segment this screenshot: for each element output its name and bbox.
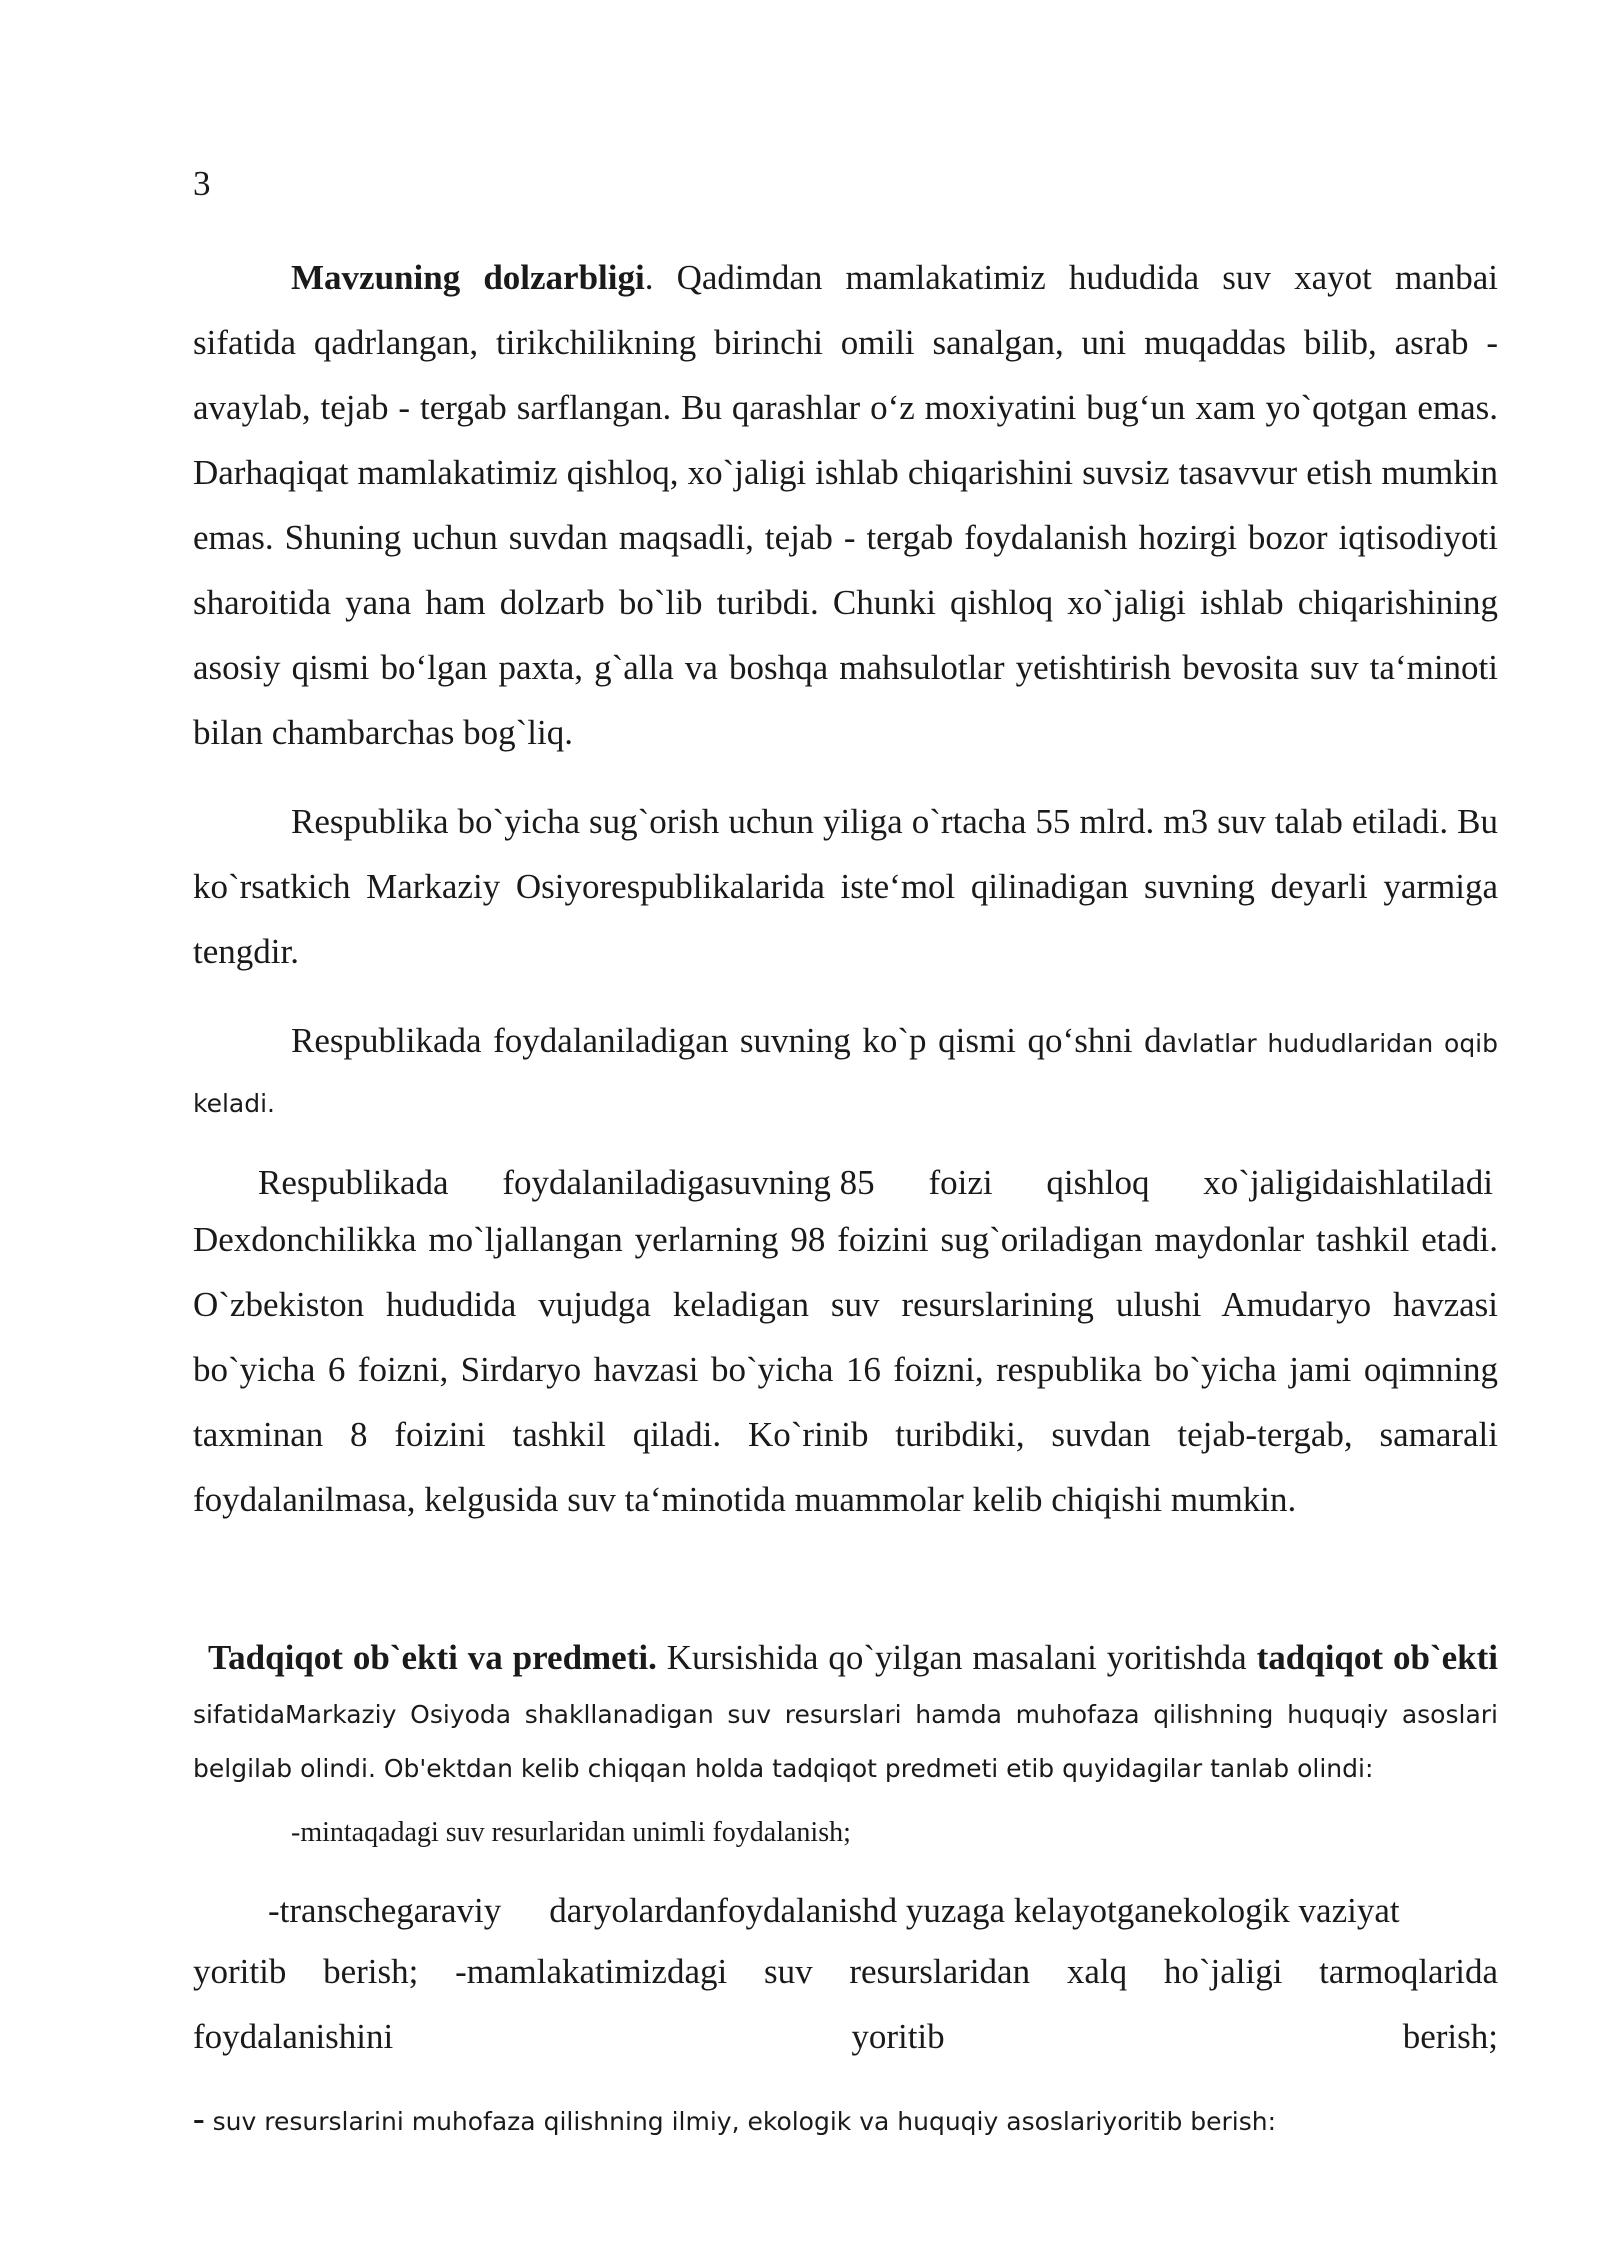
tasks-word: yoritib (851, 2017, 945, 2056)
tasks-second-line (193, 1939, 1498, 2004)
object-text-small: sifatidaMarkaziy Osiyoda shakllanadigan suv resurslari hamda muhofaza qilishning huquqiy asoslari belgilab olindi. Ob'ektdan kelib chiqqan holda tadqiqot predmeti etib quyidagilar tanlab olindi: (193, 1700, 1498, 1783)
object-text-big: Kursishida qo`yilgan masalani yoritishda (656, 1638, 1257, 1677)
paragraph-final-item (193, 2086, 1498, 2151)
object-item-1-text: -mintaqadagi suv resurlaridan unimli foydalanish; (291, 1817, 851, 1848)
usage-word: foizi (928, 1163, 993, 1202)
paragraph-usage (193, 1155, 1498, 1532)
heading-object: Tadqiqot ob`ekti va predmeti. (208, 1638, 657, 1677)
paragraph-object (193, 1633, 1498, 1798)
paragraph-irrigation (193, 789, 1498, 984)
final-item-text: suv resurslarini muhofaza qilishning ilmiy, ekologik va huquqiy asoslariyoritib berish: (204, 2107, 1277, 2136)
heading-relevance: Mavzuning dolzarbligi (291, 258, 645, 297)
tasks-line-2: yoritib berish; -mamlakatimizdagi suv resurslaridan xalq ho`jaligi tarmoqlarida (193, 1952, 1498, 1991)
paragraph-relevance-text: . Qadimdan mamlakatimiz hududida suv xayot manbai sifatida qadrlangan, tirikchilikning birinchi omili sanalgan, uni muqaddas bilib, asrab - avaylab, tejab - tergab sarflangan. Bu qarashlar o‘z moxiyatini bug‘un xam yo`qotgan emas. Darhaqiqat mamlakatimiz qishloq, xo`jaligi ishlab chiqarishini suvsiz tasavvur etish mumkin emas. Shuning uchun suvdan maqsadli, tejab - tergab foydalanish hozirgi bozor iqtisodiyoti sharoitida yana ham dolzarb bo`lib turibdi. Chunki qishloq xo`jaligi ishlab chiqarishining asosiy qismi bo‘lgan paxta, g`alla va boshqa mahsulotlar yetishtirish bevosita suv ta‘minoti bilan chambarchas bog`liq. (193, 258, 1498, 752)
usage-word: xo`jaligidaishlatiladi (1203, 1163, 1493, 1202)
object-item-1 (193, 1808, 1498, 1858)
tasks-word: daryolardanfoydalanishd yuzaga kelayotganekologik vaziyat (549, 1891, 1400, 1930)
tasks-first-line (193, 1883, 1498, 1939)
usage-word: qishloq (1046, 1163, 1150, 1202)
tasks-word: -transchegaraviy (268, 1891, 502, 1930)
paragraph-neighbor-water (193, 1013, 1498, 1136)
tasks-word: foydalanishini (193, 2017, 394, 2056)
paragraph-neighbor-water-big: Respublikada foydalaniladigan suvning ko`p qismi qo‘shni da (291, 1021, 1178, 1060)
paragraph-neighbor-water-small: vlatlar hududlaridan oqib keladi. (193, 1029, 1498, 1118)
final-item-dash: - (193, 2099, 205, 2138)
usage-first-line (193, 1155, 1498, 1211)
usage-word: foydalaniladigasuvning 85 (502, 1163, 875, 1202)
tasks-third-line (193, 2004, 1498, 2069)
paragraph-tasks (193, 1883, 1498, 2069)
tasks-word: berish; (1402, 2017, 1498, 2056)
page-number: 3 (193, 164, 211, 203)
paragraph-relevance (193, 245, 1498, 765)
usage-body: Dexdonchilikka mo`ljallangan yerlarning 98 foizini sug`oriladigan maydonlar tashkil etadi. O`zbekiston hududida vujudga keladigan suv resurslarining ulushi Amudaryo havzasi bo`yicha 6 foizni, Sirdaryo havzasi bo`yicha 16 foizni, respublika bo`yicha jami oqimning taxminan 8 foizini tashkil qiladi. Ko`rinib turibdiki, suvdan tejab-tergab, samarali foydalanilmasa, kelgusida suv ta‘minotida muammolar kelib chiqishi mumkin. (193, 1220, 1498, 1519)
object-bold-term: tadqiqot ob`ekti (1256, 1638, 1498, 1677)
paragraph-irrigation-text: Respublika bo`yicha sug`orish uchun yiliga o`rtacha 55 mlrd. m3 suv talab etiladi. Bu ko`rsatkich Markaziy Osiyorespublikalarida iste‘mol qilinadigan suvning deyarli yarmiga tengdir. (193, 802, 1498, 971)
usage-word: Respublikada (258, 1163, 449, 1202)
